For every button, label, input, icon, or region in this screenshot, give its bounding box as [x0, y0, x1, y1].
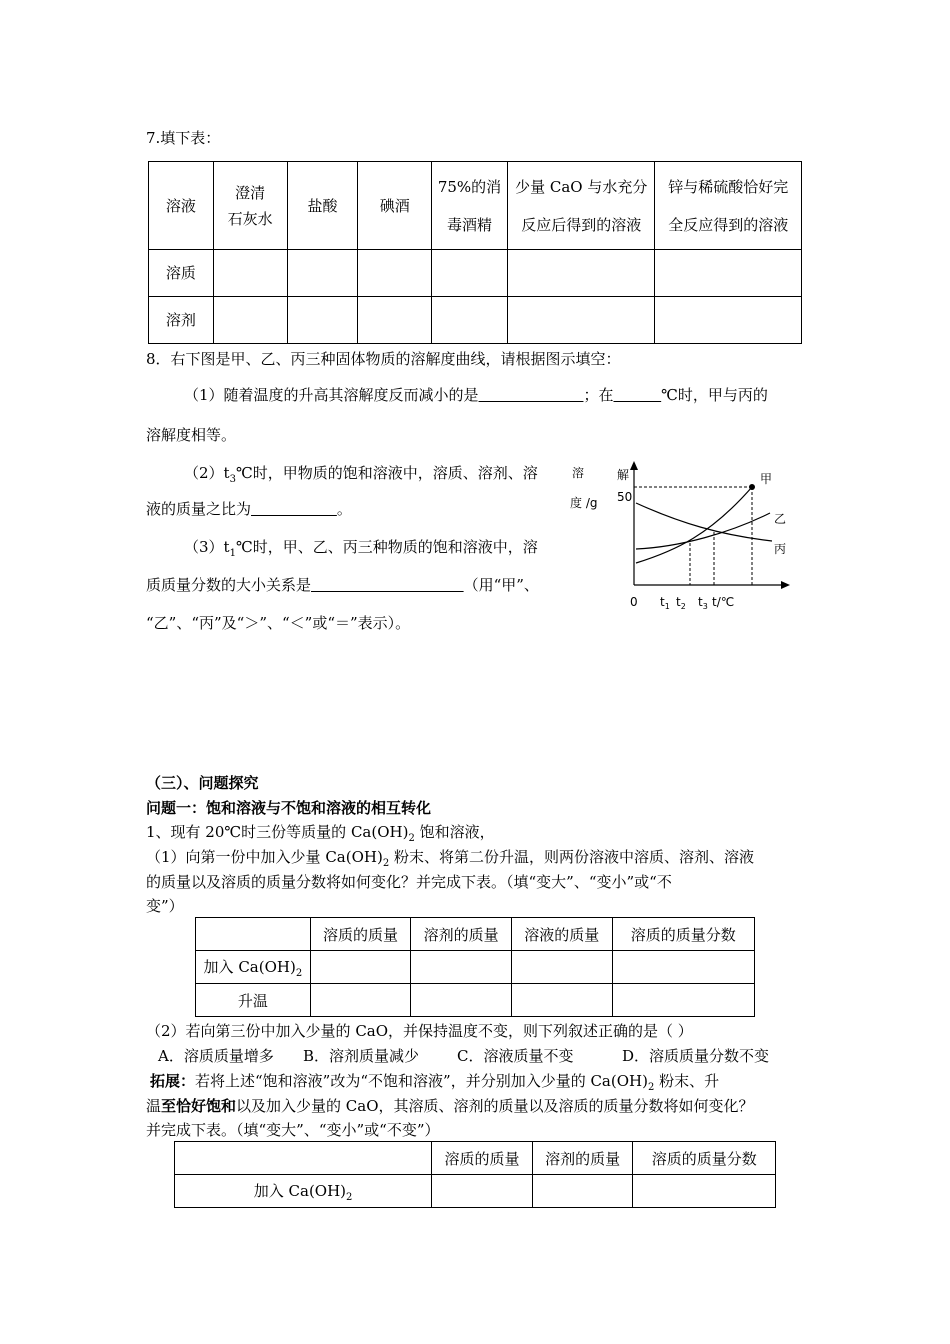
- chart-legend-bing: 丙: [774, 542, 787, 556]
- section3-heading: （三）、问题探究: [146, 774, 259, 792]
- t2-cell[interactable]: [411, 984, 512, 1017]
- solubility-chart: [560, 455, 810, 615]
- t2-header-0: [196, 918, 311, 951]
- q8-p3sub: 1: [229, 548, 236, 559]
- ext-line1b: 粉末、升: [654, 1072, 720, 1090]
- t2-cell[interactable]: [612, 951, 754, 984]
- s3-p1sub: 2: [382, 858, 390, 869]
- s3-p1-line3: 变”）: [146, 897, 184, 915]
- chart-ytick-50: 50: [617, 490, 633, 504]
- chart-legend-yi: 乙: [774, 512, 787, 526]
- table-unsaturated: [174, 1141, 776, 1208]
- q7-header-3: 碘酒: [358, 162, 432, 250]
- t3-cell[interactable]: [432, 1175, 533, 1208]
- q8-p1c: ℃时，甲与丙的: [661, 386, 768, 404]
- q7-row-label-solvent: 溶剂: [149, 297, 214, 344]
- t2-header-4: 溶质的质量分数: [612, 918, 754, 951]
- s3-q1sub: 2: [408, 833, 415, 844]
- s3-q1: [146, 821, 495, 844]
- t3-header-0: [175, 1142, 432, 1175]
- q7-cell[interactable]: [432, 297, 508, 344]
- s3-p2: （2）若向第三份中加入少量的 CaO，并保持温度不变，则下列叙述正确的是（ ）: [146, 1022, 693, 1040]
- t2-cell[interactable]: [310, 984, 411, 1017]
- q7-cell[interactable]: [655, 297, 802, 344]
- q7-cell[interactable]: [358, 297, 432, 344]
- q8-p2a: （2）t: [184, 464, 230, 482]
- ext-line2a: 温: [146, 1097, 162, 1115]
- q8-part3-line2: [146, 574, 539, 595]
- option-b[interactable]: B．溶剂质量减少: [303, 1047, 420, 1065]
- t2-cell[interactable]: [612, 984, 754, 1017]
- q8-blank-1[interactable]: [479, 386, 584, 404]
- s3-q1b: 饱和溶液，: [414, 823, 495, 841]
- q8-blank-2[interactable]: [613, 386, 661, 404]
- ext-line1a: 若将上述“饱和溶液”改为“不饱和溶液”，并分别加入少量的 Ca(OH): [195, 1072, 648, 1090]
- q7-cell[interactable]: [507, 250, 655, 297]
- q7-cell[interactable]: [287, 297, 358, 344]
- q8-p2d: 。: [336, 500, 352, 518]
- q7-cell[interactable]: [507, 297, 655, 344]
- t3-header-3: 溶质的质量分数: [633, 1142, 776, 1175]
- q7-header-4: 75%的消 毒酒精: [432, 162, 508, 250]
- s3-p1-line2: 的质量以及溶质的质量分数将如何变化？并完成下表。（填“变大”、“变小”或“不: [146, 873, 672, 891]
- q7-table: [148, 161, 802, 344]
- q8-p3c: 质质量分数的大小关系是: [146, 576, 312, 594]
- q8-part2-line1: [184, 462, 538, 485]
- chart-x-arrow: [781, 581, 790, 589]
- table-saturated: [195, 917, 755, 1017]
- q7-cell[interactable]: [655, 250, 802, 297]
- ext-line3: 并完成下表。（填“变大”、“变小”或“不变”）: [146, 1121, 440, 1139]
- q8-blank-3[interactable]: [251, 500, 337, 518]
- q8-blank-4[interactable]: [311, 576, 464, 594]
- q7-header-0: 溶液: [149, 162, 214, 250]
- chart-xlabel: t/℃: [712, 595, 735, 609]
- q8-part3-line1: [184, 536, 538, 559]
- chart-ylabel-3: 度 /g: [570, 496, 598, 510]
- chart-y-arrow: [630, 461, 638, 470]
- t2-row-label-heat: 升温: [196, 984, 311, 1017]
- q8-p1d: 溶解度相等。: [146, 426, 237, 444]
- q7-cell[interactable]: [213, 297, 287, 344]
- ext-line2b: 以及加入少量的 CaO，其溶质、溶剂的质量以及溶质的质量分数将如何变化？: [236, 1097, 754, 1115]
- ext-line1: [150, 1070, 719, 1093]
- t3-row-label-add: 加入 $Ca(OH)_2$: [175, 1175, 432, 1208]
- chart-origin: 0: [630, 595, 638, 609]
- chart-ylabel-1: 溶: [572, 466, 585, 480]
- t2-header-2: 溶剂的质量: [411, 918, 512, 951]
- q7-cell[interactable]: [287, 250, 358, 297]
- q8-p3d: （用“甲”、: [463, 576, 539, 594]
- q7-header-5: 少量 CaO 与水充分 反应后得到的溶液: [507, 162, 655, 250]
- q8-p3e: “乙”、“丙”及“＞”、“＜”或“＝”表示）。: [146, 614, 411, 632]
- chart-xtick-t1: $t_1$: [660, 595, 670, 611]
- t2-cell[interactable]: [310, 951, 411, 984]
- ext-line1sub: 2: [647, 1082, 655, 1093]
- chart-ylabel-2: 解: [617, 468, 630, 482]
- t2-header-1: 溶质的质量: [310, 918, 411, 951]
- t3-header-2: 溶剂的质量: [532, 1142, 633, 1175]
- ext-line2: [146, 1095, 754, 1116]
- chart-xtick-t2: $t_2$: [676, 595, 686, 611]
- problem1-title: 问题一：饱和溶液与不饱和溶液的相互转化: [146, 799, 432, 817]
- q8-p1b: ；在: [583, 386, 614, 404]
- q8-part1-line1: [184, 384, 768, 405]
- chart-legend-jia: 甲: [760, 472, 773, 486]
- q7-title: 7.填下表：: [146, 129, 221, 147]
- s3-p1b: 粉末、将第二份升温，则两份溶液中溶质、溶剂、溶液: [389, 848, 754, 866]
- s3-p1-line1: [146, 846, 754, 869]
- chart-series-yi: [636, 513, 770, 549]
- chart-xtick-t3: $t_3$: [698, 595, 708, 611]
- t2-cell[interactable]: [511, 984, 612, 1017]
- q7-cell[interactable]: [432, 250, 508, 297]
- q8-p3b: ℃时，甲、乙、丙三种物质的饱和溶液中，溶: [235, 538, 538, 556]
- t2-row-label-add: 加入 $Ca(OH)_2$: [196, 951, 311, 984]
- option-c[interactable]: C．溶液质量不变: [457, 1047, 574, 1065]
- q8-p2c: 液的质量之比为: [146, 500, 252, 518]
- q7-row-label-solute: 溶质: [149, 250, 214, 297]
- t3-cell[interactable]: [532, 1175, 633, 1208]
- q7-header-1: 澄清 石灰水: [213, 162, 287, 250]
- t2-cell[interactable]: [511, 951, 612, 984]
- ext-line2bold: 至恰好饱和: [161, 1097, 237, 1115]
- chart-point-t3: [749, 484, 755, 490]
- q8-title: 8．右下图是甲、乙、丙三种固体物质的溶解度曲线，请根据图示填空：: [146, 350, 621, 368]
- q7-header-6: 锌与稀硫酸恰好完 全反应得到的溶液: [655, 162, 802, 250]
- option-d[interactable]: D．溶质质量分数不变: [622, 1047, 770, 1065]
- ext-label: 拓展：: [150, 1072, 196, 1090]
- option-a[interactable]: A．溶质质量增多: [158, 1047, 274, 1065]
- q7-header-2: 盐酸: [287, 162, 358, 250]
- t2-cell[interactable]: [411, 951, 512, 984]
- q8-p1a: （1）随着温度的升高其溶解度反而减小的是: [184, 386, 479, 404]
- s3-q1a: 1、现有 20℃时三份等质量的 Ca(OH): [146, 823, 409, 841]
- q7-cell[interactable]: [213, 250, 287, 297]
- s3-p1a: （1）向第一份中加入少量 Ca(OH): [146, 848, 383, 866]
- q8-p3a: （3）t: [184, 538, 230, 556]
- q7-cell[interactable]: [358, 250, 432, 297]
- q8-part2-line2: [146, 498, 352, 519]
- t3-cell[interactable]: [633, 1175, 776, 1208]
- q8-p2b: ℃时，甲物质的饱和溶液中，溶质、溶剂、溶: [235, 464, 538, 482]
- q8-p2sub: 3: [229, 474, 236, 485]
- t3-header-1: 溶质的质量: [432, 1142, 533, 1175]
- t2-header-3: 溶液的质量: [511, 918, 612, 951]
